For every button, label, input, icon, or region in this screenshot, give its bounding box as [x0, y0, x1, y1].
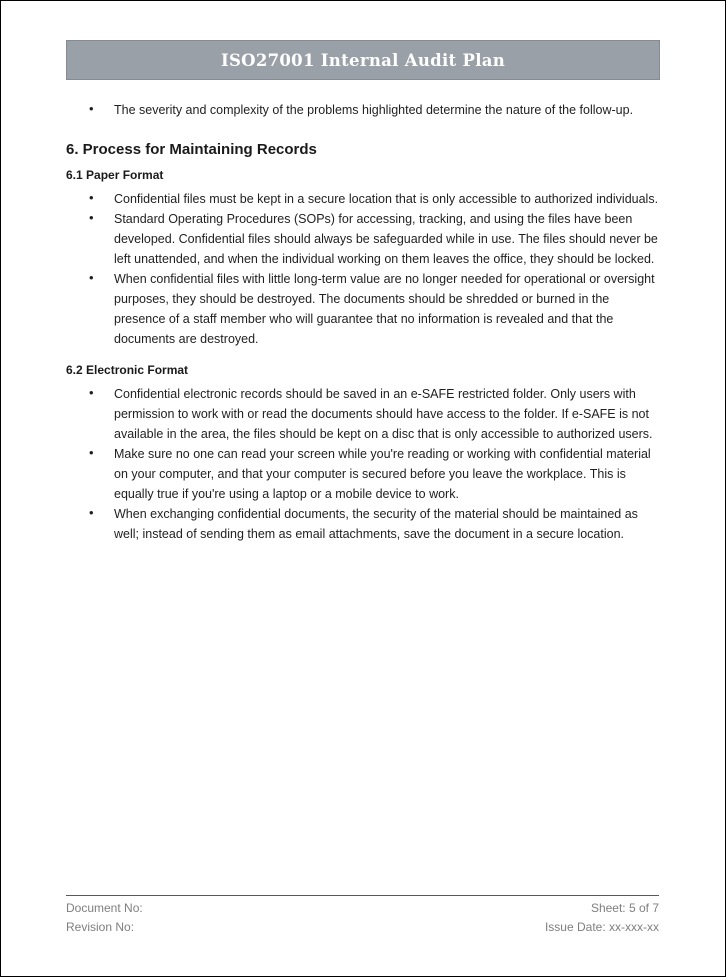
- list-item: [66, 100, 659, 120]
- bullet-icon: •: [89, 101, 94, 116]
- revision-no-label: Revision No:: [66, 920, 135, 934]
- subsection-heading-paper-format: 6.1 Paper Format: [66, 168, 164, 182]
- list-item-text: Confidential files must be kept in a secure location that is only accessible to authorized individuals.: [114, 192, 659, 206]
- footer-left-column: [66, 899, 143, 937]
- list-item: [66, 269, 659, 349]
- bullet-icon: •: [89, 210, 94, 225]
- list-item: [66, 504, 659, 544]
- document-no-label: Document No:: [66, 901, 143, 915]
- sheet-number: Sheet: 5 of 7: [590, 901, 659, 915]
- list-item: [66, 209, 659, 269]
- bullet-icon: •: [89, 445, 94, 460]
- list-item: [66, 189, 659, 209]
- bullet-icon: •: [89, 270, 94, 285]
- list-item-text: Make sure no one can read your screen while you're reading or working with confidential material on your computer, and that your computer is secured before you leave the workplace. This is equally true if you're using a laptop or a mobile device to work.: [114, 447, 651, 501]
- list-item-text: The severity and complexity of the problems highlighted determine the nature of the follow-up.: [114, 103, 634, 117]
- list-item: [66, 384, 659, 444]
- page-title: ISO27001 Internal Audit Plan: [220, 50, 506, 70]
- electronic-format-bullet-list: [66, 384, 659, 544]
- title-banner: [66, 40, 660, 80]
- page-footer: [66, 895, 659, 937]
- bullet-icon: •: [89, 385, 94, 400]
- paper-format-bullet-list: [66, 189, 659, 349]
- footer-right-column: [545, 899, 659, 937]
- list-item-text: Confidential electronic records should be saved in an e-SAFE restricted folder. Only users with permission to work with or read the documents should have access to the folder. If e-SAFE is not available in the area, the files should be kept on a disc that is only accessible to authorized users.: [114, 387, 653, 441]
- bullet-icon: •: [89, 190, 94, 205]
- list-item-text: Standard Operating Procedures (SOPs) for accessing, tracking, and using the files have been developed. Confidential files should always be safeguarded while in use. The files should never be left unattended, and when the individual working on them leaves the office, they should be locked.: [114, 212, 658, 266]
- list-item: [66, 444, 659, 504]
- intro-bullet-list: [66, 100, 659, 120]
- document-body: [66, 100, 659, 544]
- bullet-icon: •: [89, 505, 94, 520]
- section-heading-process-for-maintaining-records: 6. Process for Maintaining Records: [66, 141, 317, 158]
- issue-date: Issue Date: xx-xxx-xx: [544, 920, 659, 934]
- list-item-text: When exchanging confidential documents, the security of the material should be maintained as well; instead of sending them as email attachments, save the document in a secure location.: [114, 507, 638, 541]
- subsection-heading-electronic-format: 6.2 Electronic Format: [66, 363, 189, 377]
- list-item-text: When confidential files with little long-term value are no longer needed for operational or oversight purposes, they should be destroyed. The documents should be shredded or burned in the presence of a staff member who will guarantee that no information is revealed and that the documents are destroyed.: [114, 272, 655, 346]
